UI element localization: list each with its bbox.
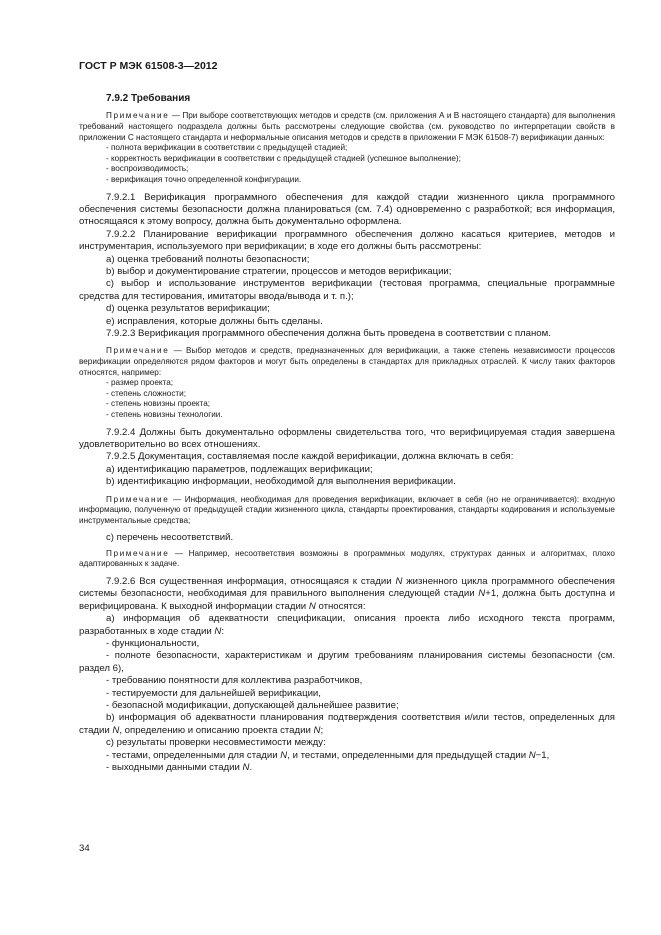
sub-item: - требованию понятности для коллектива разработчиков,: [106, 675, 363, 687]
item-text: - тестами, определенными для стадии: [106, 749, 281, 761]
note-4: [79, 549, 615, 570]
stage-var: N: [478, 588, 486, 600]
stage-var: N: [528, 749, 536, 761]
clause-7-9-2-3: 7.9.2.3 Верификация программного обеспечения должна быть проведена в соответствии с планом.: [106, 328, 551, 340]
sub-item: - безопасной модификации, допускающей дальнейшее развитие;: [106, 700, 399, 712]
list-item: [79, 712, 615, 737]
list-item: a) оценка требований полноты безопасности;: [106, 253, 310, 265]
list-item: b) выбор и документирование стратегии, процессов и методов верификации;: [106, 266, 452, 277]
stage-var: N: [214, 625, 222, 637]
stage-var: N: [242, 762, 250, 774]
note-label: Примечание: [106, 111, 170, 121]
note-label: Примечание: [106, 346, 170, 356]
standard-header: ГОСТ Р МЭК 61508-3—2012: [79, 60, 218, 72]
clause-text: 7.9.2.6 Вся существенная информация, относящаяся к стадии: [106, 576, 396, 587]
item-text: , определению и описанию проекта стадии: [119, 724, 314, 736]
item-text: , и тестами, определенными для предыдущей стадии: [287, 749, 529, 761]
note-4-text: — Например, несоответствия возможны в программных модулях, структурах данных и алгоритмах, плохо адаптированных к задаче.: [79, 548, 615, 569]
page-number: 34: [79, 843, 90, 854]
item-text: :: [221, 625, 225, 637]
note-2-item: - степень сложности;: [106, 388, 187, 398]
clause-7-9-2-6: [79, 576, 615, 613]
note-1-item: - корректность верификации в соответствии с предыдущей стадией (успешное выполнение);: [106, 153, 461, 163]
item-text: ;: [320, 724, 324, 736]
clause-text: +1, должна быть доступна и верифицирована. К выходной информации стадии: [79, 588, 615, 612]
note-1-item: - воспроизводимость;: [106, 164, 189, 174]
item-text: .: [249, 762, 253, 774]
clause-7-9-2-5: 7.9.2.5 Документация, составляемая после каждой верификации, должна включать в себя:: [106, 451, 514, 463]
note-2: [79, 346, 615, 378]
stage-var: N: [308, 600, 316, 612]
list-item: e) исправления, которые должны быть сделаны.: [106, 315, 323, 327]
stage-var: N: [280, 749, 288, 761]
sub-item: - тестируемости для дальнейшей верификации,: [106, 687, 321, 699]
clause-text: жизненного цикла программного обеспечения системы безопасности, необходимая для правильного выполнения следующей стадии: [79, 576, 615, 600]
stage-var: N: [112, 724, 120, 736]
list-item: c) перечень несоответствий.: [106, 532, 234, 544]
clause-7-9-2-2: 7.9.2.2 Планирование верификации программного обеспечения должно касаться критериев, методов и инструментария, используемого при верификации; в ходе его должны быть рассмотрены:: [79, 228, 615, 253]
list-item: c) результаты проверки несовместимости между:: [106, 737, 326, 749]
note-1-item: - верификация точно определенной конфигурации.: [106, 174, 302, 184]
note-2-text: — Выбор методов и средств, предназначенных для верификации, а также степень независимости процессов верификации определяются рядом факторов и могут быть определены в стандартах для прикладных отраслей. К числу таких факторов относятся, например:: [79, 346, 615, 377]
list-item: a) идентификацию параметров, подлежащих верификации;: [106, 463, 373, 475]
note-2-item: - размер проекта;: [106, 378, 174, 388]
stage-var: N: [395, 576, 403, 587]
list-item: b) идентификацию информации, необходимой для выполнения верификации.: [106, 476, 456, 488]
note-label: Примечание: [106, 494, 170, 504]
sub-item: - функциональности,: [106, 638, 200, 650]
item-text: −1,: [535, 749, 550, 761]
note-2-item: - степень новизны технологии.: [106, 410, 223, 419]
item-text: a) информация об адекватности спецификации, описания проекта либо исходного текста программ, разработанных в ходе стадии: [79, 613, 615, 637]
note-label: Примечание: [106, 548, 170, 558]
item-text: b) информация об адекватности планирования подтверждения соответствия и/или тестов, определенных для стадии: [79, 712, 615, 736]
note-1: [79, 111, 615, 143]
note-1-text: — При выборе соответствующих методов и средств (см. приложения А и В настоящего стандарта) для выполнения требований настоящего подраздела должны быть рассмотрены следующие свойства (см. руководство по интерпретации свойств в приложении С настоящего стандарта и неформальные описания методов и средств в приложении F МЭК 61508-7) верификации данных:: [79, 111, 615, 142]
sub-item: [79, 762, 615, 774]
clause-7-9-2-1: 7.9.2.1 Верификация программного обеспечения для каждой стадии жизненного цикла программного обеспечения системы безопасности должна планироваться (см. 7.4) одновременно с разработкой; вся информация, относящаяся к этому вопросу, должна быть документально оформлена.: [79, 191, 615, 228]
note-3: [79, 495, 615, 527]
list-item: [79, 613, 615, 638]
page-content: [79, 93, 615, 775]
note-1-item: - полнота верификации в соответствии с предыдущей стадией;: [106, 143, 348, 153]
clause-text: относятся:: [315, 600, 366, 612]
item-text: - выходными данными стадии: [106, 762, 243, 774]
section-title: 7.9.2 Требования: [106, 93, 191, 104]
sub-item: [79, 750, 615, 762]
clause-7-9-2-4: 7.9.2.4 Должны быть документально оформлены свидетельства того, что верифицируемая стадия завершена удовлетворительно во всех отношениях.: [79, 426, 615, 450]
list-item: d) оценка результатов верификации;: [106, 303, 270, 315]
note-3-text: — Информация, необходимая для проведения верификации, включает в себя (но не ограничивается): входную информацию, полученную от предыдущей стадии жизненного цикла, стандарты проектирования, стандарты кодирования и используемые инструментальные средства;: [79, 494, 615, 525]
note-2-item: - степень новизны проекта;: [106, 399, 211, 409]
list-item: c) выбор и использование инструментов верификации (тестовая программа, специальные программные средства для тестирования, имитаторы ввода/вывода и т. п.);: [79, 278, 615, 302]
stage-var: N: [313, 724, 321, 736]
sub-item: - полноте безопасности, характеристикам и другим требованиям планирования системы безопасности (см. раздел 6),: [79, 650, 615, 674]
